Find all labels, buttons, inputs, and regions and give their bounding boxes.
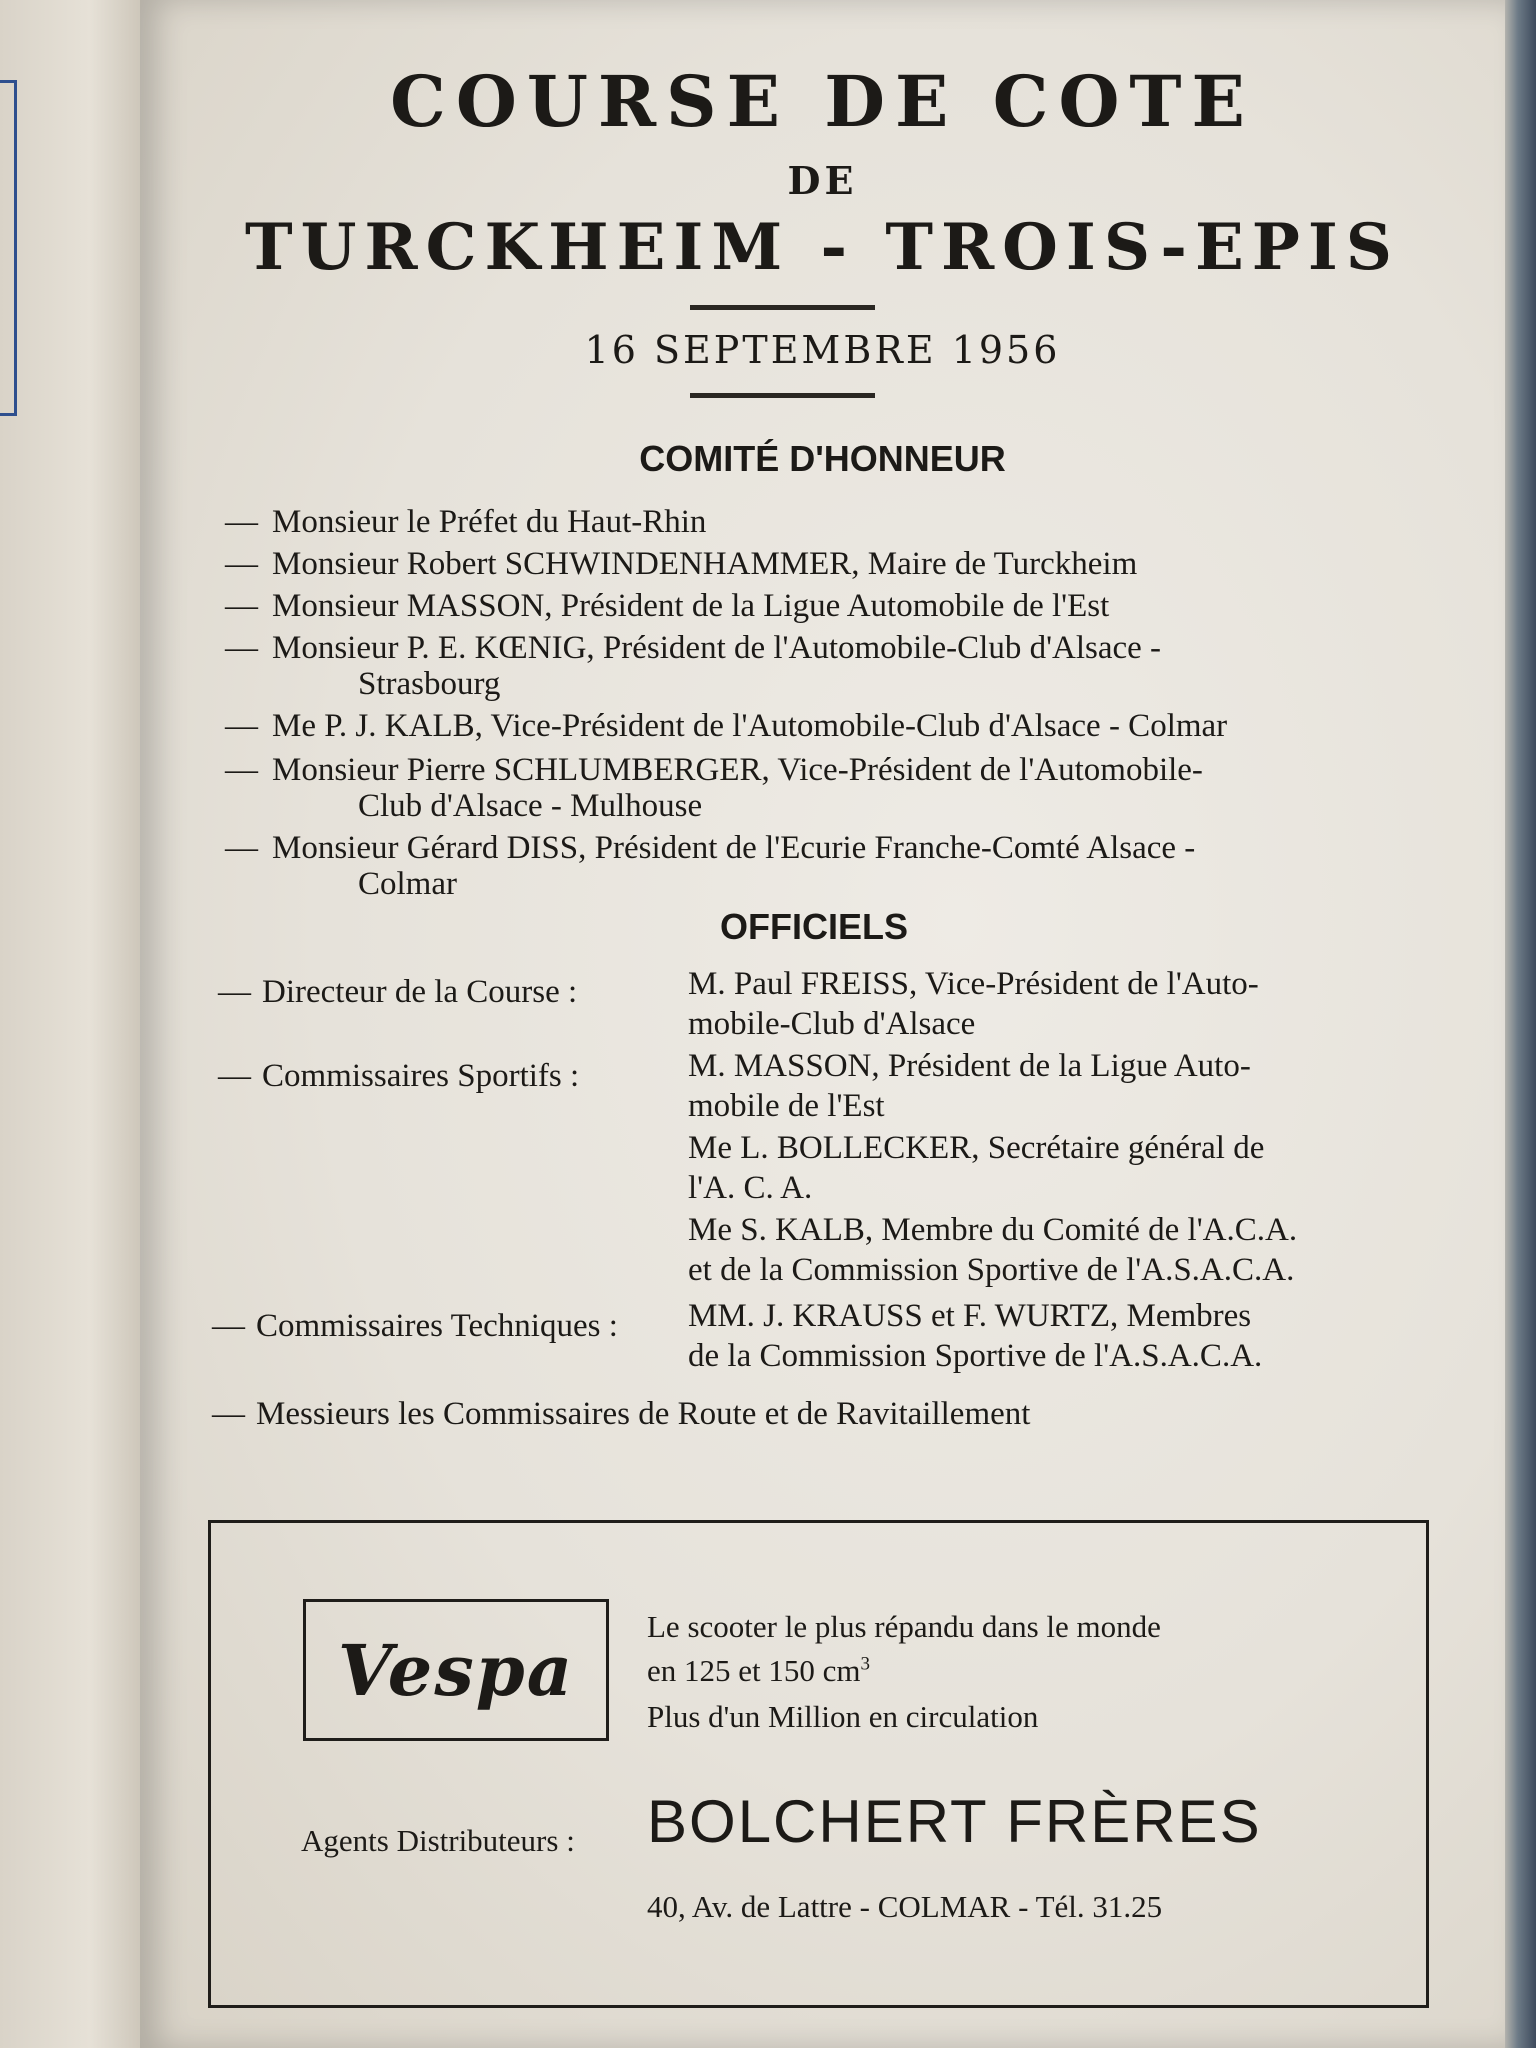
honneur-line: Monsieur MASSON, Président de la Ligue Automobile de l'Est (272, 588, 1110, 624)
officiel-label: Messieurs les Commissaires de Route et de Ravitaillement (256, 1396, 1031, 1432)
vespa-advert (208, 1520, 1429, 2008)
officiel-value: de la Commission Sportive de l'A.S.A.C.A. (688, 1338, 1263, 1374)
agents-label: Agents Distributeurs : (301, 1823, 575, 1858)
officiel-value: et de la Commission Sportive de l'A.S.A.C.A. (688, 1252, 1295, 1288)
officiel-label: Commissaires Techniques : (256, 1308, 618, 1344)
company-address: 40, Av. de Lattre - COLMAR - Tél. 31.25 (647, 1889, 1163, 1924)
dash: — (218, 1058, 251, 1094)
officiel-label: Commissaires Sportifs : (262, 1058, 580, 1094)
officiel-value: l'A. C. A. (688, 1170, 813, 1206)
advert-tagline-text: en 125 et 150 cm (647, 1653, 861, 1688)
honneur-line: Monsieur Pierre SCHLUMBERGER, Vice-Président de l'Automobile- (272, 752, 1203, 788)
event-date: 16 SEPTEMBRE 1956 (584, 328, 1061, 372)
officiel-value: M. Paul FREISS, Vice-Président de l'Auto- (688, 966, 1259, 1002)
honneur-line-cont: Colmar (358, 866, 457, 902)
dash: — (225, 588, 258, 624)
honneur-line: Monsieur Robert SCHWINDENHAMMER, Maire de Turckheim (272, 546, 1138, 582)
officiel-value: Me L. BOLLECKER, Secrétaire général de (688, 1130, 1265, 1166)
facing-page-edge (0, 0, 150, 2048)
advert-tagline: Plus d'un Million en circulation (647, 1699, 1039, 1734)
officiel-value: mobile-Club d'Alsace (688, 1006, 976, 1042)
dash: — (225, 752, 258, 788)
honneur-line: Monsieur Gérard DISS, Président de l'Ecurie Franche-Comté Alsace - (272, 830, 1196, 866)
vespa-logo-text: Vespa (337, 1628, 575, 1712)
officiel-value: mobile de l'Est (688, 1088, 885, 1124)
dash: — (225, 504, 258, 540)
title-turckheim-trois-epis: TURCKHEIM - TROIS-EPIS (244, 210, 1401, 285)
dash: — (212, 1308, 245, 1344)
title-de: DE (787, 158, 858, 203)
honneur-line: Monsieur P. E. KŒNIG, Président de l'Automobile-Club d'Alsace - (272, 630, 1162, 666)
vespa-logo (303, 1599, 609, 1741)
heading-officiels: OFFICIELS (720, 906, 908, 947)
dash: — (225, 546, 258, 582)
dash: — (225, 830, 258, 866)
rule-bottom (690, 393, 875, 398)
officiel-value: MM. J. KRAUSS et F. WURTZ, Membres (688, 1298, 1252, 1334)
title-course-de-cote: COURSE DE COTE (390, 60, 1255, 143)
officiel-label: Directeur de la Course : (262, 974, 578, 1010)
heading-comite-honneur: COMITÉ D'HONNEUR (639, 438, 1006, 479)
dash: — (225, 708, 258, 744)
advert-superscript: 3 (860, 1653, 871, 1675)
facing-page-border (0, 80, 17, 416)
honneur-line-cont: Strasbourg (358, 666, 501, 702)
advert-tagline (647, 1653, 870, 1689)
honneur-line-cont: Club d'Alsace - Mulhouse (358, 788, 703, 824)
advert-tagline: Le scooter le plus répandu dans le monde (647, 1609, 1161, 1644)
dash: — (218, 974, 251, 1010)
honneur-line: Me P. J. KALB, Vice-Président de l'Automobile-Club d'Alsace - Colmar (272, 708, 1228, 744)
officiel-value: Me S. KALB, Membre du Comité de l'A.C.A. (688, 1212, 1298, 1248)
officiel-value: M. MASSON, Président de la Ligue Auto- (688, 1048, 1251, 1084)
honneur-line: Monsieur le Préfet du Haut-Rhin (272, 504, 707, 540)
company-name: BOLCHERT FRÈRES (647, 1788, 1262, 1855)
program-page (140, 0, 1505, 2048)
page-stack-edge (1500, 0, 1536, 2048)
dash: — (225, 630, 258, 666)
rule-top (690, 305, 875, 310)
dash: — (212, 1396, 245, 1432)
